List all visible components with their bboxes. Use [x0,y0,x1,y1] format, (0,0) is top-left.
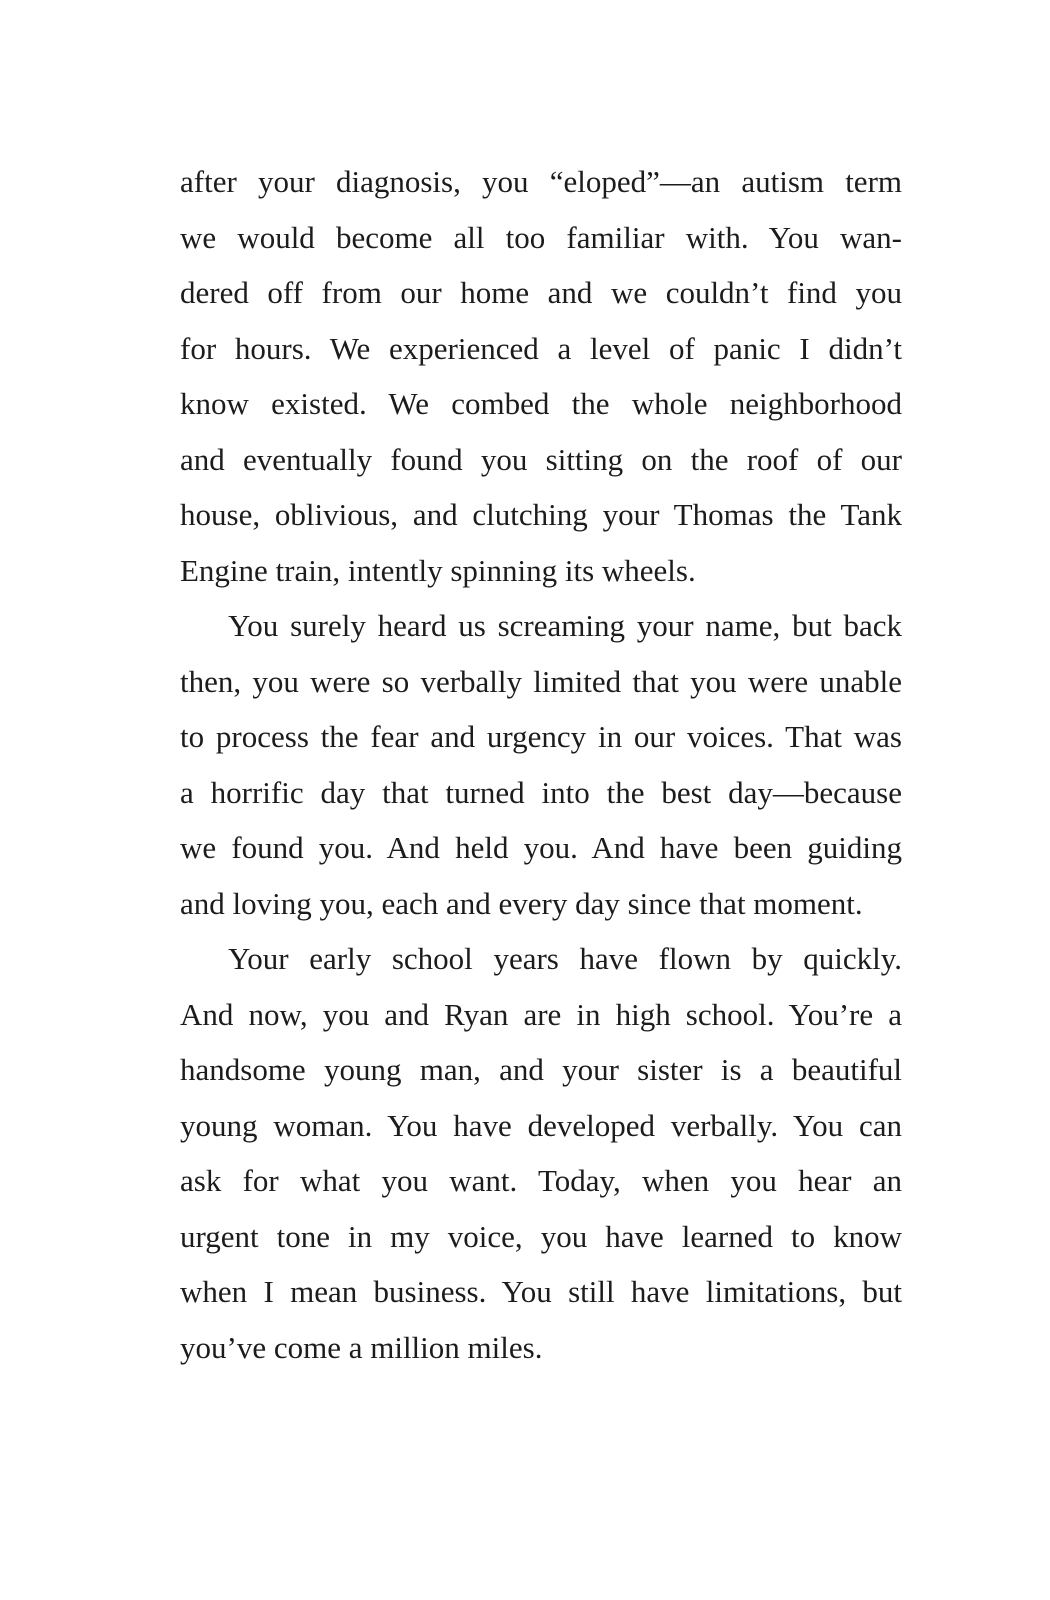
text-line: we found you. And held you. And have been guiding [180,830,902,865]
text-line: and loving you, each and every day since that moment. [180,885,863,921]
text-line: dered off from our home and we couldn’t find you [180,275,902,310]
text-line: house, oblivious, and clutching your Thomas the Tank [180,497,902,532]
text-line: Engine train, intently spinning its wheels. [180,552,696,588]
text-line: a horrific day that turned into the best day—because [180,774,902,810]
text-line: to process the fear and urgency in our voices. That was [180,719,902,754]
paragraph-2 [180,598,902,931]
body-text [180,154,902,1375]
text-line: know existed. We combed the whole neighborhood [180,386,902,421]
text-line: And now, you and Ryan are in high school. You’re a [180,996,902,1032]
text-line: urgent tone in my voice, you have learned to know [180,1218,902,1254]
text-line: handsome young man, and your sister is a beautiful [180,1052,902,1087]
text-line: for hours. We experienced a level of panic I didn’t [180,330,902,366]
paragraph-3 [180,931,902,1375]
text-line: when I mean business. You still have limitations, but [180,1274,902,1309]
text-line: ask for what you want. Today, when you hear an [180,1163,902,1198]
text-line: and eventually found you sitting on the roof of our [180,441,902,477]
text-line: you’ve come a million miles. [180,1329,543,1365]
text-line: then, you were so verbally limited that you were unable [180,663,902,699]
paragraph-1 [180,154,902,598]
text-line: You surely heard us screaming your name, but back [228,608,902,643]
text-line: young woman. You have developed verbally. You can [180,1107,902,1143]
text-line: Your early school years have flown by quickly. [228,941,902,976]
text-line: we would become all too familiar with. You wan- [180,219,902,255]
text-line: after your diagnosis, you “eloped”—an autism term [180,164,902,199]
